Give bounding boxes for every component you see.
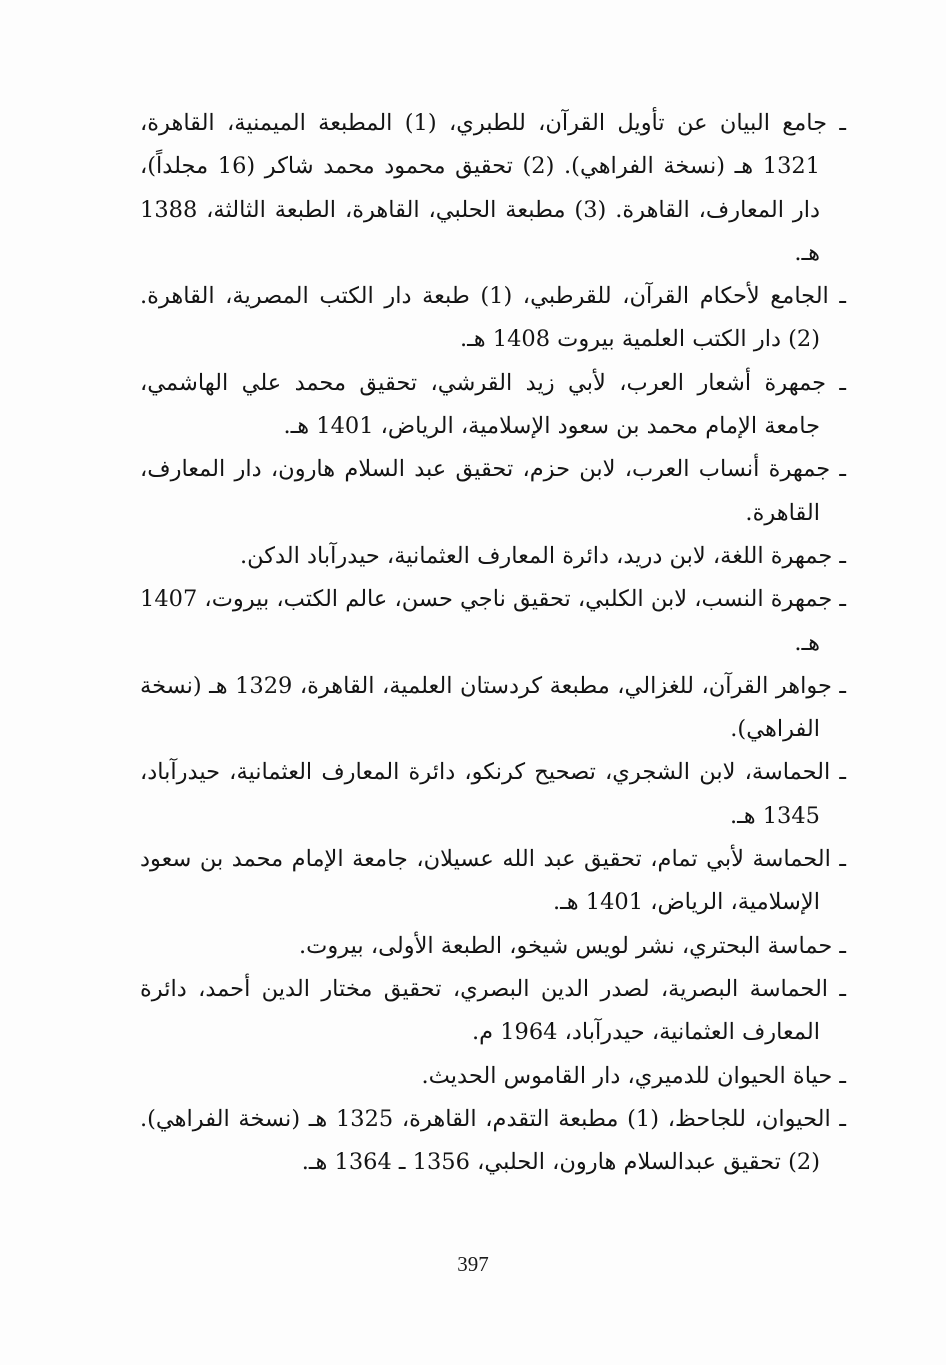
bibliography-entry: ـ جواهر القرآن، للغزالي، مطبعة كردستان العلمية، القاهرة، 1329 هـ (نسخة الفراهي).: [140, 672, 846, 743]
bibliography-entry: ـ حماسة البحتري، نشر لويس شيخو، الطبعة الأولى، بيروت.: [299, 932, 846, 959]
bibliography-entry: ـ جامع البيان عن تأويل القرآن، للطبري، (1) المطبعة الميمنية، القاهرة، 1321 هـ (نسخة الفراهي). (2) تحقيق محمود محمد شاكر (16 مجلداً)، دار المعارف، القاهرة. (3) مطبعة الحلبي، القاهرة، الطبعة الثالثة، 1388 هـ.: [140, 110, 846, 266]
bibliography-entry: ـ جمهرة النسب، لابن الكلبي، تحقيق ناجي حسن، عالم الكتب، بيروت، 1407 هـ.: [140, 586, 846, 656]
bibliography-entry: ـ الجامع لأحكام القرآن، للقرطبي، (1) طبعة دار الكتب المصرية، القاهرة. (2) دار الكتب العلمية بيروت 1408 هـ.: [140, 283, 846, 353]
bibliography-entry: ـ حياة الحيوان للدميري، دار القاموس الحديث.: [421, 1062, 846, 1089]
bibliography-entry: ـ جمهرة اللغة، لابن دريد، دائرة المعارف العثمانية، حيدرآباد الدكن.: [239, 542, 846, 569]
bibliography-list: [140, 102, 846, 1184]
bibliography-entry: ـ جمهرة أشعار العرب، لأبي زيد القرشي، تحقيق محمد علي الهاشمي، جامعة الإمام محمد بن سعود الإسلامية، الرياض، 1401 هـ.: [140, 369, 846, 440]
page-number: 397: [457, 1252, 489, 1276]
bibliography-entry: ـ جمهرة أنساب العرب، لابن حزم، تحقيق عبد السلام هارون، دار المعارف، القاهرة.: [140, 456, 846, 526]
bibliography-entry: ـ الحماسة، لابن الشجري، تصحيح كرنكو، دائرة المعارف العثمانية، حيدرآباد، 1345 هـ.: [140, 759, 846, 829]
bibliography-entry: ـ الحيوان، للجاحظ، (1) مطبعة التقدم، القاهرة، 1325 هـ (نسخة الفراهي). (2) تحقيق عبدالسلام هارون، الحلبي، 1356 ـ 1364 هـ.: [140, 1105, 846, 1176]
bibliography-entry: ـ الحماسة البصرية، لصدر الدين البصري، تحقيق مختار الدين أحمد، دائرة المعارف العثمانية، حيدرآباد، 1964 م.: [140, 975, 846, 1046]
bibliography-entry: ـ الحماسة لأبي تمام، تحقيق عبد الله عسيلان، جامعة الإمام محمد بن سعود الإسلامية، الرياض، 1401 هـ.: [140, 846, 846, 916]
